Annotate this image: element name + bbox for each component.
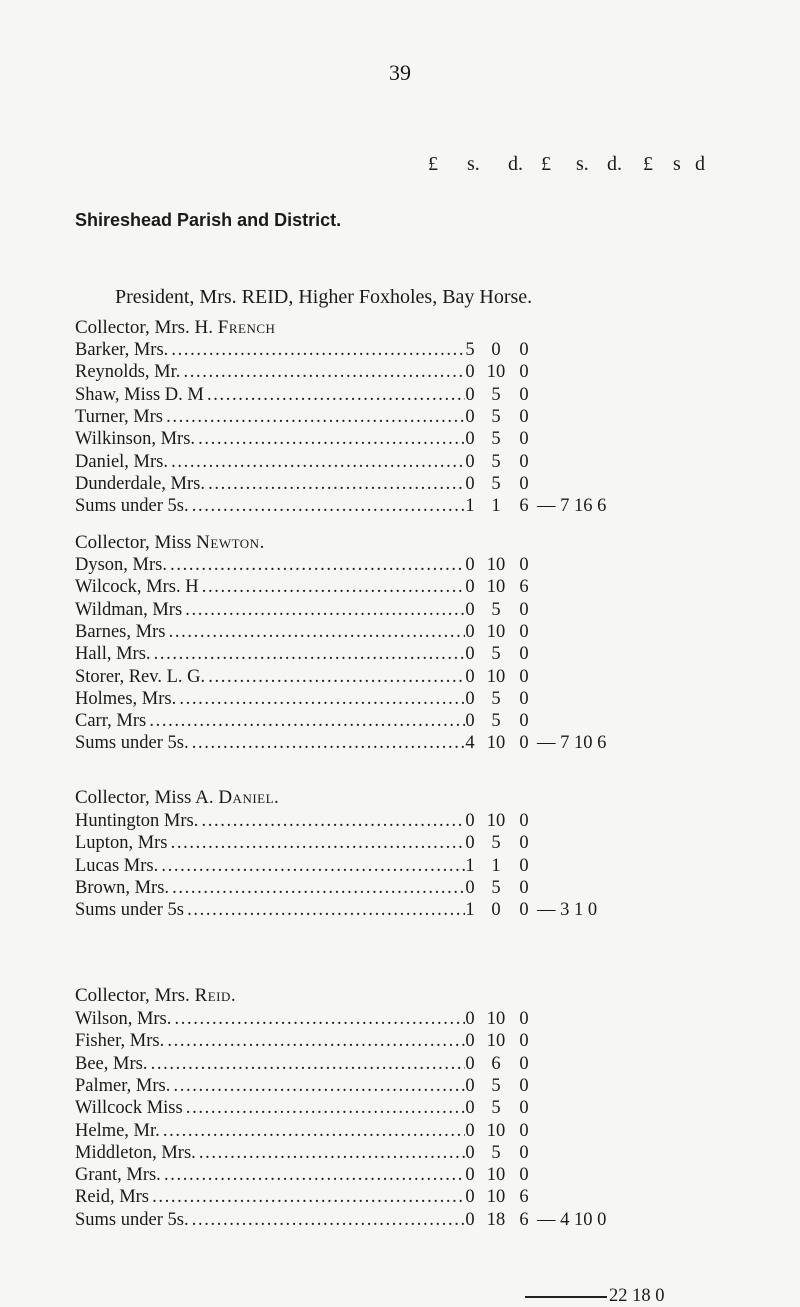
amount-pounds: 0 <box>465 1142 475 1163</box>
section-total: — 7 10 6 <box>537 733 607 754</box>
amount-pence: 0 <box>519 555 529 575</box>
amount-shillings: 5 <box>491 833 501 854</box>
page-number: 39 <box>389 60 411 85</box>
amount-pounds: 5 <box>465 340 475 360</box>
subscriber-name: Helme, Mr. . . . <box>75 1121 465 1142</box>
collector-heading: Collector, Mrs. H. French <box>75 317 276 338</box>
subscriber-name: Sums under 5s. . . . <box>75 733 465 754</box>
amount-pounds: 0 <box>465 1031 475 1052</box>
collector-heading: Collector, Mrs. Reid. <box>75 985 237 1006</box>
amount-pence: 0 <box>519 1053 529 1074</box>
subscriber-name: Hall, Mrs. . . . <box>75 644 465 665</box>
amount-pounds: 0 <box>465 1053 475 1074</box>
shillings-symbol: s. <box>467 153 480 175</box>
amount-shillings: 5 <box>491 599 501 620</box>
amount-shillings: 1 <box>491 855 501 876</box>
amount-pence: 0 <box>519 855 529 876</box>
parish-title: Shireshead Parish and District. <box>75 210 342 230</box>
amount-pounds: 1 <box>465 496 475 517</box>
amount-pence: 0 <box>519 877 529 898</box>
amount-shillings: 5 <box>491 406 501 427</box>
amount-shillings: 10 <box>486 1031 506 1052</box>
subscriber-name: Wilson, Mrs. . . . <box>75 1009 465 1030</box>
amount-shillings: 5 <box>491 1098 501 1119</box>
amount-shillings: 18 <box>486 1209 506 1230</box>
section-total: — 3 1 0 <box>537 900 598 921</box>
amount-pence: 0 <box>519 644 529 665</box>
amount-pence: 0 <box>519 362 529 383</box>
subscriber-name: Sums under 5s . . . <box>75 900 465 921</box>
amount-pounds: 0 <box>465 406 475 427</box>
subscriber-name: Huntington Mrs. . . . <box>75 811 465 832</box>
subscriber-name: Lupton, Mrs . . . <box>75 833 465 854</box>
subscriber-name: Daniel, Mrs. . . . <box>75 452 465 473</box>
collector-name: Reid. <box>194 985 237 1006</box>
subscriber-name: Fisher, Mrs. . . . <box>75 1031 465 1052</box>
amount-pence: 6 <box>519 496 529 517</box>
subscriber-name: Reynolds, Mr. . . . <box>75 362 465 383</box>
pence-symbol: d <box>695 153 705 175</box>
amount-shillings: 5 <box>491 877 501 898</box>
amount-shillings: 10 <box>486 1187 506 1208</box>
amount-pence: 6 <box>519 1187 529 1208</box>
collector-heading: Collector, Miss A. Daniel. <box>75 787 280 808</box>
subscriber-name: Middleton, Mrs. . . . <box>75 1143 465 1164</box>
grand-total <box>525 1286 665 1307</box>
amount-pounds: 0 <box>465 384 475 405</box>
subscriber-name: Palmer, Mrs. . . . <box>75 1076 465 1097</box>
amount-shillings: 10 <box>486 666 506 687</box>
amount-pence: 6 <box>519 1209 529 1230</box>
subscriber-name: Willcock Miss . . . <box>75 1098 465 1119</box>
amount-pounds: 0 <box>465 1120 475 1141</box>
amount-pounds: 0 <box>465 473 475 494</box>
subscriber-name: Lucas Mrs. . . . <box>75 856 465 877</box>
collector-name: Daniel. <box>218 787 280 808</box>
section-total: — 7 16 6 <box>537 496 607 517</box>
amount-pence: 0 <box>519 599 529 620</box>
amount-pence: 0 <box>519 1031 529 1052</box>
grand-total-value: 22 18 0 <box>609 1286 665 1306</box>
amount-pounds: 0 <box>465 1098 475 1119</box>
amount-shillings: 5 <box>491 711 501 732</box>
amount-pence: 0 <box>519 833 529 854</box>
amount-pounds: 1 <box>465 900 475 921</box>
amount-pence: 0 <box>519 1098 529 1119</box>
total-rule <box>525 1296 607 1298</box>
amount-pence: 0 <box>519 900 529 921</box>
amount-pounds: 0 <box>465 429 475 450</box>
amount-pence: 0 <box>519 688 529 709</box>
amount-pounds: 0 <box>465 1075 475 1096</box>
pound-symbol: £ <box>643 153 653 175</box>
amount-pounds: 0 <box>465 1165 475 1186</box>
amount-shillings: 10 <box>486 1009 506 1029</box>
subscriber-name: Bee, Mrs. . . . <box>75 1054 465 1075</box>
subscriber-name: Sums under 5s. . . . <box>75 496 465 517</box>
amount-shillings: 5 <box>491 451 501 472</box>
amount-pence: 0 <box>519 451 529 472</box>
amount-shillings: 10 <box>486 621 506 642</box>
amount-pence: 0 <box>519 384 529 405</box>
amount-pounds: 0 <box>465 877 475 898</box>
subscriber-name: Barnes, Mrs . . . <box>75 622 465 643</box>
amount-pence: 0 <box>519 1142 529 1163</box>
amount-pounds: 0 <box>465 644 475 665</box>
amount-shillings: 5 <box>491 429 501 450</box>
amount-shillings: 10 <box>486 811 506 831</box>
subscriber-name: Turner, Mrs . . . <box>75 407 465 428</box>
amount-shillings: 10 <box>486 1165 506 1186</box>
pence-symbol: d. <box>508 153 523 175</box>
amount-shillings: 1 <box>491 496 501 517</box>
amount-pounds: 0 <box>465 811 475 831</box>
amount-pounds: 0 <box>465 833 475 854</box>
subscriber-name: Dyson, Mrs. . . . <box>75 555 465 576</box>
amount-shillings: 5 <box>491 473 501 494</box>
amount-pence: 0 <box>519 1120 529 1141</box>
amount-shillings: 6 <box>491 1053 501 1074</box>
subscriber-name: Holmes, Mrs. . . . <box>75 689 465 710</box>
amount-pounds: 4 <box>465 733 475 754</box>
amount-pounds: 1 <box>465 855 475 876</box>
amount-shillings: 5 <box>491 1075 501 1096</box>
amount-shillings: 0 <box>491 900 501 921</box>
amount-pounds: 0 <box>465 621 475 642</box>
amount-pence: 0 <box>519 733 529 754</box>
amount-shillings: 5 <box>491 688 501 709</box>
collector-heading: Collector, Miss Newton. <box>75 532 265 553</box>
amount-pence: 6 <box>519 577 529 598</box>
section-total: — 4 10 0 <box>537 1209 607 1230</box>
amount-pence: 0 <box>519 621 529 642</box>
president-line: President, Mrs. REID, Higher Foxholes, Bay Horse. <box>115 286 533 308</box>
amount-shillings: 0 <box>491 340 501 360</box>
amount-pence: 0 <box>519 811 529 831</box>
subscriber-name: Grant, Mrs. . . . <box>75 1165 465 1186</box>
amount-pence: 0 <box>519 1075 529 1096</box>
amount-pence: 0 <box>519 473 529 494</box>
subscriber-name: Brown, Mrs. . . . <box>75 878 465 899</box>
amount-pounds: 0 <box>465 1187 475 1208</box>
amount-pence: 0 <box>519 1009 529 1029</box>
subscriber-name: Sums under 5s. . . . <box>75 1210 465 1231</box>
collector-name: Newton. <box>196 532 265 553</box>
pound-symbol: £ <box>428 153 438 175</box>
amount-shillings: 5 <box>491 384 501 405</box>
amount-pounds: 0 <box>465 577 475 598</box>
amount-shillings: 10 <box>486 1120 506 1141</box>
amount-pounds: 0 <box>465 666 475 687</box>
amount-shillings: 5 <box>491 644 501 665</box>
amount-pence: 0 <box>519 666 529 687</box>
amount-pounds: 0 <box>465 688 475 709</box>
amount-shillings: 10 <box>486 555 506 575</box>
amount-pence: 0 <box>519 429 529 450</box>
amount-pounds: 0 <box>465 711 475 732</box>
amount-pounds: 0 <box>465 1009 475 1029</box>
subscriber-name: Wilcock, Mrs. H . . . <box>75 577 465 598</box>
amount-pence: 0 <box>519 1165 529 1186</box>
amount-pence: 0 <box>519 406 529 427</box>
amount-pence: 0 <box>519 340 529 360</box>
amount-pounds: 0 <box>465 362 475 383</box>
subscriber-name: Reid, Mrs . . . <box>75 1187 465 1208</box>
amount-shillings: 5 <box>491 1142 501 1163</box>
amount-shillings: 10 <box>486 733 506 754</box>
shillings-symbol: s <box>673 153 681 175</box>
subscriber-name: Storer, Rev. L. G. . . . <box>75 667 465 688</box>
amount-pounds: 0 <box>465 1209 475 1230</box>
pound-symbol: £ <box>541 153 551 175</box>
subscriber-name: Wilkinson, Mrs. . . . <box>75 429 465 450</box>
subscriber-name: Barker, Mrs. . . . <box>75 340 465 361</box>
pence-symbol: d. <box>607 153 622 175</box>
amount-pounds: 0 <box>465 451 475 472</box>
amount-pence: 0 <box>519 711 529 732</box>
amount-shillings: 10 <box>486 362 506 383</box>
amount-shillings: 10 <box>486 577 506 598</box>
subscriber-name: Carr, Mrs . . . <box>75 711 465 732</box>
subscriber-name: Shaw, Miss D. M . . . <box>75 385 465 406</box>
amount-pounds: 0 <box>465 599 475 620</box>
collector-name: French <box>217 317 276 338</box>
amount-pounds: 0 <box>465 555 475 575</box>
shillings-symbol: s. <box>576 153 589 175</box>
subscriber-name: Dunderdale, Mrs. . . . <box>75 474 465 495</box>
subscriber-name: Wildman, Mrs . . . <box>75 600 465 621</box>
